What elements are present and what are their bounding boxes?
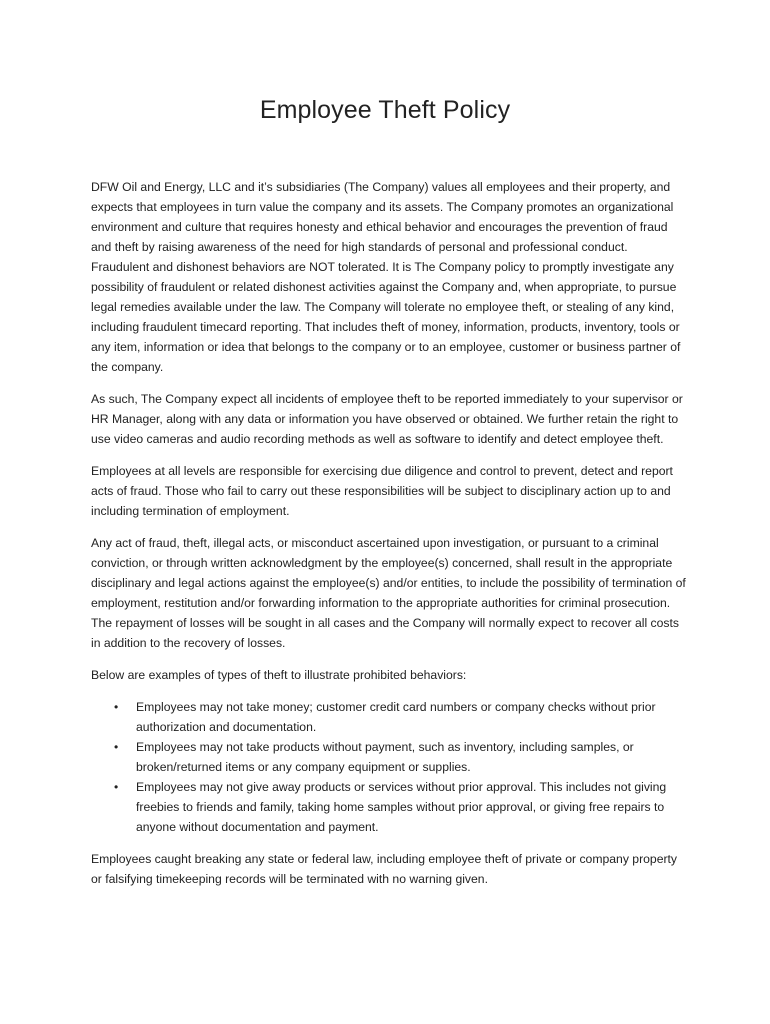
paragraph-closing: Employees caught breaking any state or federal law, including employee theft of private or company property or falsifying timekeeping records will be terminated with no warning given. xyxy=(91,852,678,886)
list-item xyxy=(91,697,689,737)
bullet-icon: • xyxy=(114,700,119,714)
list-item-text: Employees may not take products without payment, such as inventory, including samples, or broken/returned items or any company equipment or supplies. xyxy=(136,740,634,774)
bullet-icon: • xyxy=(114,780,119,794)
page-title: Employee Theft Policy xyxy=(259,96,511,124)
paragraph-company-values: DFW Oil and Energy, LLC and it’s subsidiaries (The Company) values all employees and their property, and expects that employees in turn value the company and its assets. The Company promotes an organizational environment and culture that requires honesty and ethical behavior and encourages the prevention of fraud and theft by raising awareness of the need for high standards of personal and professional conduct. Fraudulent and dishonest behaviors are NOT tolerated. It is The Company policy to promptly investigate any possibility of fraudulent or related dishonest activities against the Company and, when appropriate, to pursue legal remedies available under the law. The Company will tolerate no employee theft, or stealing of any kind, including fraudulent timecard reporting. That includes theft of money, information, products, inventory, tools or any item, information or idea that belongs to the company or to an employee, customer or business partner of the company. xyxy=(91,180,681,374)
list-item-text: Employees may not give away products or services without prior approval. This includes not giving freebies to friends and family, taking home samples without prior approval, or giving free repairs to anyone without documentation and payment. xyxy=(136,780,667,834)
paragraph-reporting: As such, The Company expect all incidents of employee theft to be reported immediately to your supervisor or HR Manager, along with any data or information you have observed or obtained. We further retain the right to use video cameras and audio recording methods as well as software to identify and detect employee theft. xyxy=(91,392,683,446)
document-body xyxy=(91,177,689,901)
bullet-icon: • xyxy=(114,740,119,754)
theft-examples-list xyxy=(91,697,689,837)
paragraph-responsibility: Employees at all levels are responsible for exercising due diligence and control to prevent, detect and report acts of fraud. Those who fail to carry out these responsibilities will be subject to disciplinary action up to and including termination of employment. xyxy=(91,464,673,518)
paragraph-examples-intro: Below are examples of types of theft to illustrate prohibited behaviors: xyxy=(91,668,467,682)
list-item xyxy=(91,737,689,777)
paragraph-consequences: Any act of fraud, theft, illegal acts, or misconduct ascertained upon investigation, or pursuant to a criminal conviction, or through written acknowledgment by the employee(s) concerned, shall result in the appropriate disciplinary and legal actions against the employee(s) and/or entities, to include the possibility of termination of employment, restitution and/or forwarding information to the appropriate authorities for criminal prosecution. The repayment of losses will be sought in all cases and the Company will normally expect to recover all costs in addition to the recovery of losses. xyxy=(91,536,686,650)
list-item-text: Employees may not take money; customer credit card numbers or company checks without prior authorization and documentation. xyxy=(136,700,656,734)
list-item xyxy=(91,777,689,837)
